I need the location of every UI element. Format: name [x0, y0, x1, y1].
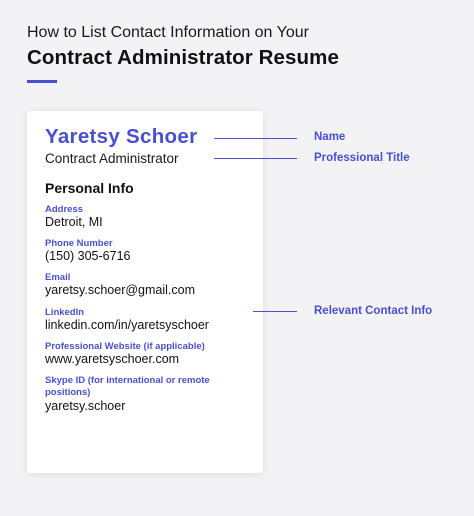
website-value: www.yaretsyschoer.com — [45, 352, 180, 366]
article-heading-line2: Contract Administrator Resume — [27, 46, 339, 69]
heading-underline — [27, 80, 57, 83]
address-value: Detroit, MI — [45, 215, 103, 229]
candidate-title: Contract Administrator — [45, 151, 179, 166]
website-label: Professional Website (if applicable) — [45, 341, 205, 352]
address-label: Address — [45, 204, 84, 215]
email-label: Email — [45, 272, 71, 283]
article-heading-line1: How to List Contact Information on Your — [27, 24, 309, 41]
skype-value: yaretsy.schoer — [45, 399, 126, 413]
name-annotation: Name — [314, 131, 346, 143]
email-value: yaretsy.schoer@gmail.com — [45, 283, 195, 297]
phone-label: Phone Number — [45, 238, 113, 249]
professional-title-annotation: Professional Title — [314, 152, 410, 164]
linkedin-label: LinkedIn — [45, 307, 85, 318]
name-connector-line — [214, 138, 297, 139]
phone-value: (150) 305-6716 — [45, 249, 131, 263]
contact-info-annotation: Relevant Contact Info — [314, 305, 433, 317]
personal-info-heading: Personal Info — [45, 180, 134, 196]
candidate-name: Yaretsy Schoer — [45, 125, 198, 148]
skype-label: Skype ID (for international or remote positions) — [45, 375, 210, 398]
title-connector-line — [214, 158, 297, 159]
contact-connector-line — [253, 311, 297, 312]
linkedin-value: linkedin.com/in/yaretsyschoer — [45, 318, 209, 332]
